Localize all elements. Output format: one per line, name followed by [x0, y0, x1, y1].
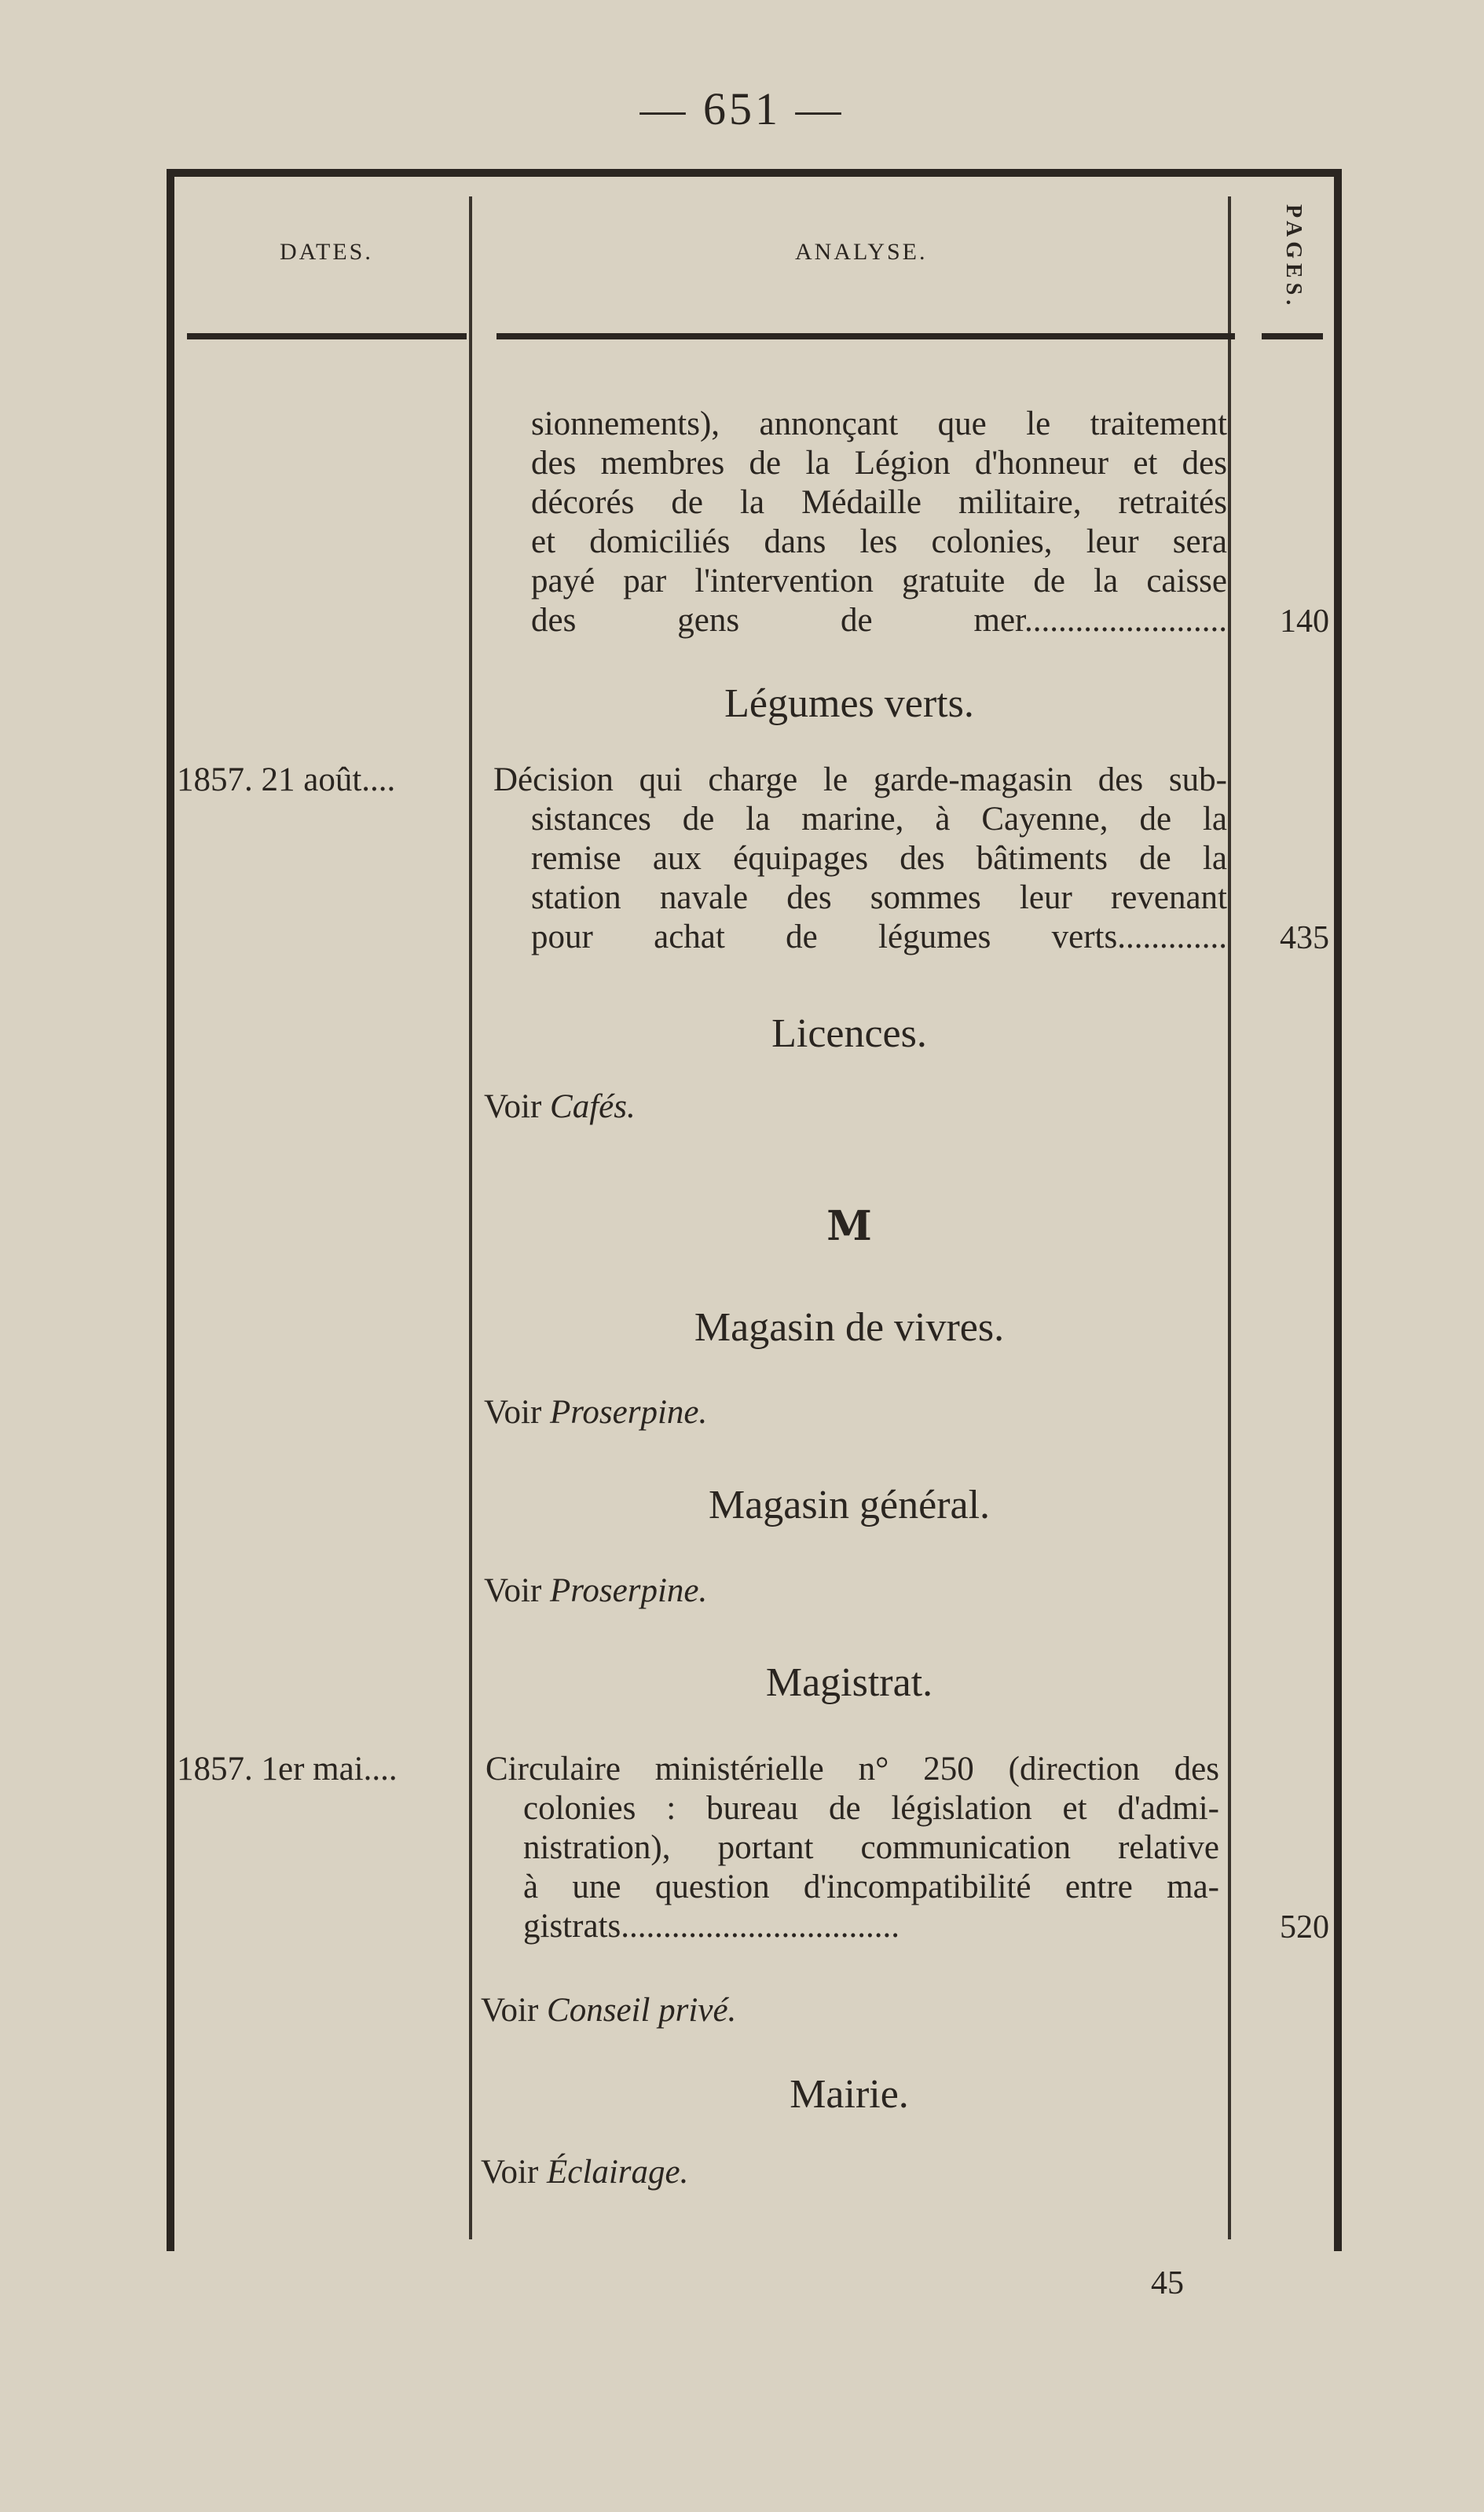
section-heading-licences: Licences.	[771, 1011, 927, 1056]
voir-label: Voir	[484, 1572, 542, 1609]
voir-label: Voir	[481, 1992, 539, 2029]
header-pages: PAGES.	[1281, 204, 1306, 310]
reference-link: Conseil privé.	[547, 1992, 737, 2029]
voir-label: Voir	[481, 2154, 539, 2191]
entry-date: 1857. 21 août....	[177, 761, 396, 798]
text-line: décorés de la Médaille militaire, retraités	[531, 484, 1227, 521]
page-ref: 520	[1280, 1909, 1329, 1945]
signature-mark: 45	[1151, 2265, 1184, 2301]
section-heading-magasin-vivres: Magasin de vivres.	[694, 1305, 1005, 1350]
header-rule-dates	[187, 333, 467, 339]
section-letter: M	[826, 1202, 872, 1250]
cross-reference	[484, 1393, 707, 1432]
entry-date: 1857. 1er mai....	[177, 1751, 398, 1788]
section-heading-magistrat: Magistrat.	[765, 1660, 933, 1705]
text-line: et domiciliés dans les colonies, leur sera	[531, 523, 1227, 560]
cross-reference	[484, 1571, 707, 1610]
text-line: colonies : bureau de législation et d'admi-	[523, 1790, 1219, 1827]
text-line: des membres de la Légion d'honneur et des	[531, 445, 1227, 482]
header-rule-pages	[1262, 333, 1323, 339]
text-line: des gens de mer........................	[531, 602, 1227, 639]
text-line: Décision qui charge le garde-magasin des sub-	[493, 761, 1227, 798]
header-analyse: ANALYSE.	[795, 239, 928, 265]
text-line: Circulaire ministérielle n° 250 (direction des	[486, 1751, 1219, 1788]
section-heading-legumes: Légumes verts.	[724, 681, 974, 726]
voir-label: Voir	[484, 1394, 542, 1431]
text-line: station navale des sommes leur revenant	[531, 879, 1227, 916]
reference-link: Proserpine.	[550, 1572, 708, 1609]
cross-reference	[481, 2153, 688, 2191]
voir-label: Voir	[484, 1088, 542, 1125]
cross-reference	[481, 1991, 736, 2030]
section-heading-magasin-general: Magasin général.	[708, 1483, 991, 1527]
header-rule-analyse	[496, 333, 1235, 339]
page-number: — 651 —	[639, 83, 845, 134]
section-heading-mairie: Mairie.	[790, 2072, 909, 2117]
reference-link: Proserpine.	[550, 1394, 708, 1431]
text-line: à une question d'incompatibilité entre ma-	[523, 1868, 1219, 1905]
text-line: nistration), portant communication relative	[523, 1829, 1219, 1866]
text-line: payé par l'intervention gratuite de la caisse	[531, 563, 1227, 600]
reference-link: Cafés.	[550, 1088, 636, 1125]
cross-reference	[484, 1087, 636, 1126]
text-line: remise aux équipages des bâtiments de la	[531, 840, 1227, 877]
page-ref: 435	[1280, 920, 1329, 956]
text-line: pour achat de légumes verts.............	[531, 919, 1227, 955]
text-line: gistrats.................................	[523, 1908, 900, 1945]
page-ref: 140	[1280, 603, 1329, 640]
header-dates: DATES.	[280, 239, 373, 265]
text-line: sionnements), annonçant que le traitement	[531, 405, 1227, 442]
text-line: sistances de la marine, à Cayenne, de la	[531, 801, 1227, 838]
reference-link: Éclairage.	[547, 2154, 689, 2191]
